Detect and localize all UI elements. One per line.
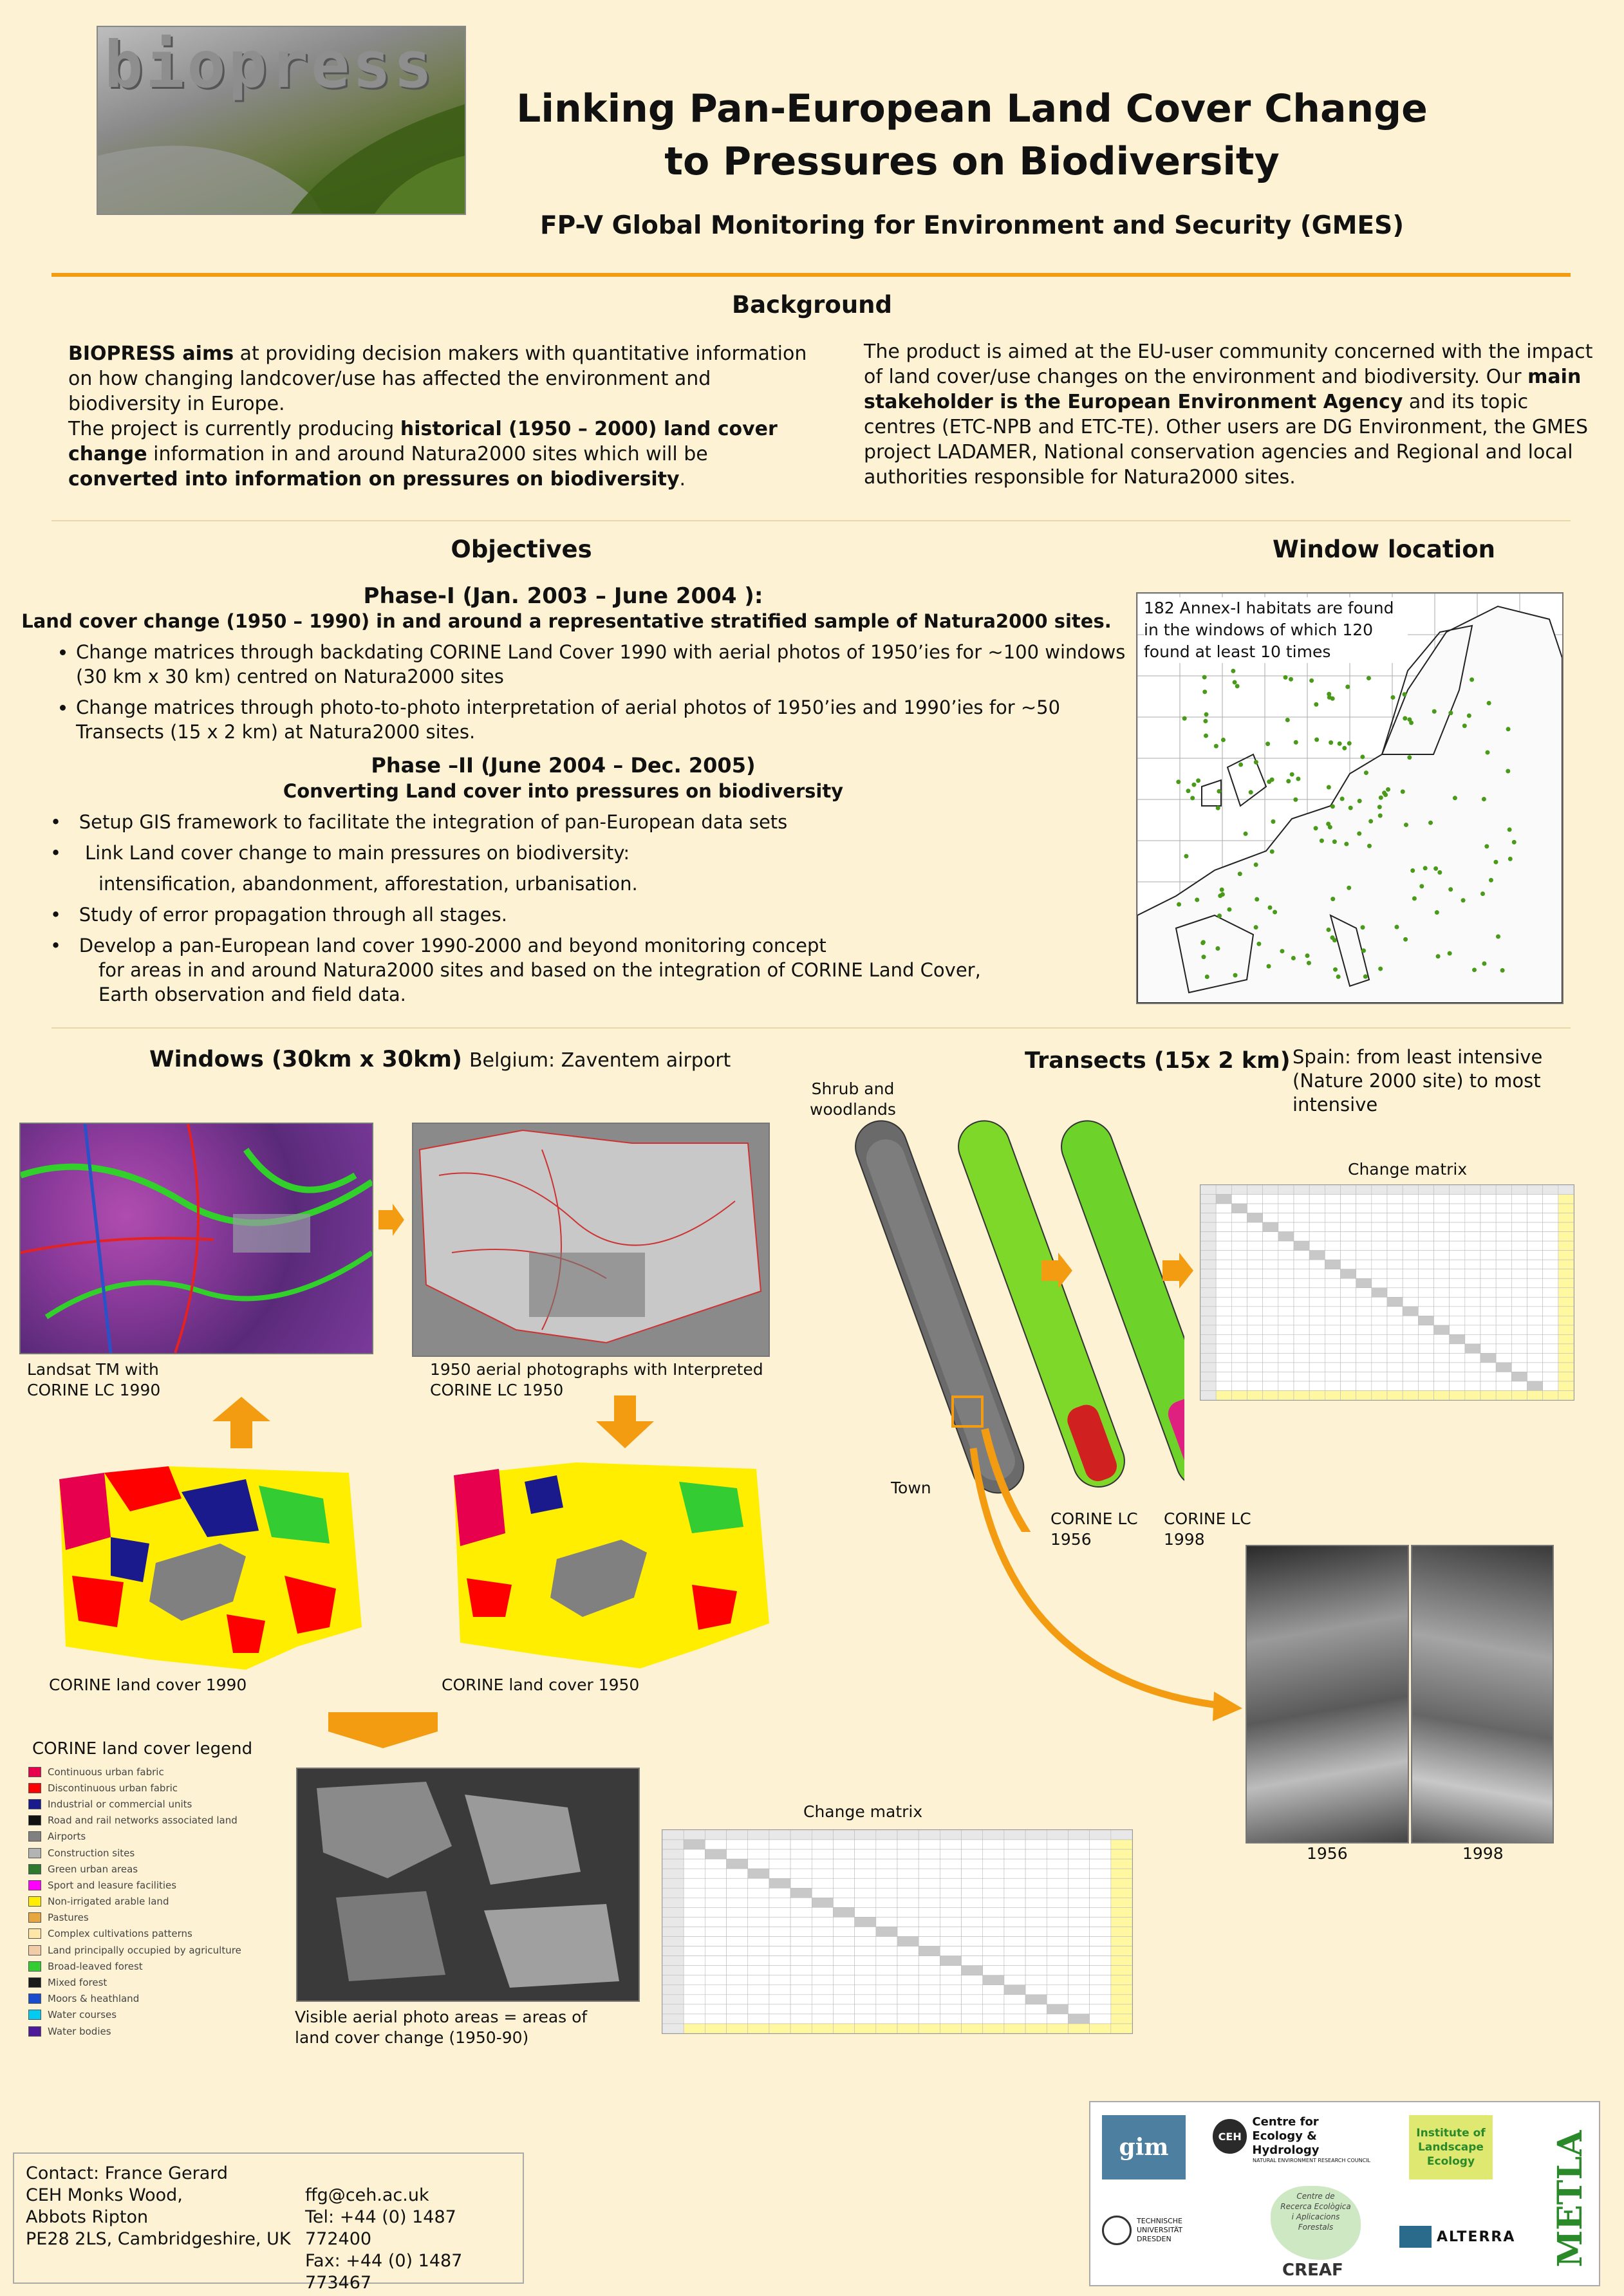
- site-dot: [1403, 716, 1407, 720]
- phase2-item: Study of error propagation through all stages.: [79, 904, 507, 926]
- site-dot: [1296, 777, 1300, 781]
- site-dot: [1470, 677, 1474, 682]
- site-dot: [1204, 734, 1208, 738]
- site-dot: [1367, 844, 1372, 848]
- town-label: Town: [891, 1479, 931, 1497]
- ceh-icon: CEH: [1213, 2119, 1247, 2154]
- site-dot: [1293, 798, 1298, 802]
- creaf-logo: Centre de Recerca Ecològica i Aplicacions Forestals CREAF: [1251, 2186, 1380, 2282]
- corine-1950-map: [447, 1456, 772, 1668]
- legend-label: Discontinuous urban fabric: [48, 1782, 178, 1794]
- site-dot: [1202, 675, 1207, 680]
- legend-label: Green urban areas: [48, 1863, 138, 1875]
- phase2-list: • Setup GIS framework to facilitate the integration of pan-European data sets • Link Land cover change to main pressures on biodiversity: intensification, abandonment, afforestation, urbanisation. • Study of error propagation through all stages. • Develop a pan-European land cover 1990-2000 and beyond monitoring concept for areas in and around Natura2000 sites and based on the integration of CORINE Land Cover, Earth observation and field data.: [50, 810, 1112, 1007]
- transects-note: Spain: from least intensive (Nature 2000 site) to most intensive: [1293, 1046, 1543, 1115]
- site-dot: [1410, 868, 1415, 873]
- legend-item: [28, 1764, 273, 1780]
- legend-swatch: [28, 1864, 41, 1874]
- site-dot: [1327, 695, 1332, 700]
- caption-landsat: Landsat TM with CORINE LC 1990: [27, 1360, 161, 1399]
- alterra-logo: ALTERRA: [1399, 2226, 1515, 2248]
- site-dot: [1202, 689, 1207, 694]
- background-right-text: The product is aimed at the EU-user community concerned with the impact of land cover/use changes on the environment and biodiversity. Our main stakeholder is the European Environment Agency and its topic centres (ETC-NPB and ETC-TE). Other users are DG Environment, the GMES project LADAMER, National conservation agencies and Regional and local authorities responsible for Natura2000 sites.: [864, 341, 1593, 489]
- site-dot: [1349, 806, 1353, 810]
- site-dot: [1244, 832, 1248, 836]
- change-matrix-2: [1200, 1184, 1574, 1401]
- phase2-item: Link Land cover change to main pressures on biodiversity:: [84, 842, 630, 864]
- site-dot: [1403, 937, 1408, 942]
- site-dot: [1448, 951, 1452, 956]
- site-dot: [1382, 790, 1386, 795]
- phase2-indent: for areas in and around Natura2000 sites and based on the integration of CORINE Land Cover,: [98, 959, 981, 981]
- phase2-indent: Earth observation and field data.: [98, 984, 406, 1005]
- site-dot: [1506, 769, 1510, 773]
- phase1-item: • Change matrices through photo-to-photo interpretation of aerial photos of 1950’ies and 1990’ies for ~50 Transects (15 x 2 km) at Natura2000 sites.: [76, 695, 1138, 744]
- landsat-image: [19, 1123, 373, 1354]
- legend-swatch: [28, 1815, 41, 1825]
- photo-1998: [1411, 1545, 1554, 1843]
- contact-name: Contact: France Gerard: [26, 2163, 229, 2183]
- legend-item: [28, 1958, 273, 1974]
- aerial-1950-image: [412, 1123, 770, 1357]
- arrow-up-icon: [212, 1397, 270, 1448]
- site-dot: [1254, 863, 1258, 867]
- site-dot: [1489, 878, 1493, 882]
- site-dot: [1196, 778, 1200, 783]
- legend-label: Industrial or commercial units: [48, 1798, 192, 1810]
- site-dot: [1231, 669, 1235, 673]
- site-dot: [1432, 709, 1437, 714]
- site-dot: [1195, 897, 1199, 902]
- site-dot: [1238, 872, 1242, 876]
- arrow-right-icon: [378, 1204, 404, 1236]
- site-dot: [1357, 832, 1361, 836]
- legend-label: Sport and leasure facilities: [48, 1879, 177, 1891]
- legend-label: Land principally occupied by agriculture: [48, 1944, 241, 1956]
- transects-heading: Transects (15x 2 km): [1025, 1048, 1291, 1074]
- phase1-subtitle: Land cover change (1950 – 1990) in and around a representative stratified sample of Natura2000 sites.: [21, 610, 1112, 632]
- site-dot: [1271, 819, 1275, 824]
- legend-item: [28, 1926, 273, 1942]
- legend-item: [28, 1861, 273, 1877]
- logo-biopress: [97, 26, 466, 215]
- background-left-text: BIOPRESS aims at providing decision makers with quantitative information on how changing landcover/use has affected the environment and biodiversity in Europe. The project is currently producing historical (1950 – 2000) land cover change information in and around Natura2000 sites which will be converted into information on pressures on biodiversity.: [68, 342, 807, 490]
- legend-swatch: [28, 1961, 41, 1972]
- site-dot: [1309, 678, 1314, 683]
- site-dot: [1404, 823, 1408, 827]
- year-1956: 1956: [1307, 1844, 1348, 1863]
- site-dot: [1493, 860, 1498, 864]
- metla-logo: METLA: [1550, 2130, 1590, 2268]
- site-dot: [1407, 755, 1412, 760]
- legend-item: [28, 1894, 273, 1910]
- site-dot: [1294, 740, 1298, 745]
- legend: [28, 1739, 273, 2039]
- site-dot: [1255, 897, 1259, 902]
- biopress-aims: BIOPRESS aims: [68, 342, 234, 365]
- site-dot: [1273, 910, 1277, 915]
- site-dot: [1270, 849, 1274, 854]
- site-dot: [1326, 928, 1330, 932]
- legend-item: [28, 1974, 273, 1990]
- site-dot: [1361, 948, 1366, 953]
- arrow-right-icon: [1162, 1253, 1193, 1289]
- map-note: 182 Annex-I habitats are found in the windows of which 120 found at least 10 times: [1144, 597, 1408, 663]
- year-1998: 1998: [1462, 1844, 1504, 1863]
- legend-label: Construction sites: [48, 1847, 135, 1859]
- legend-item: [28, 1780, 273, 1796]
- legend-swatch: [28, 1880, 41, 1890]
- site-dot: [1336, 975, 1341, 979]
- phase2-title: Phase –II (June 2004 – Dec. 2005): [371, 753, 756, 778]
- clc1956-label: CORINE LC 1956: [1050, 1509, 1138, 1549]
- site-dot: [1307, 961, 1311, 966]
- site-dot: [1333, 967, 1338, 972]
- site-dot: [1435, 910, 1439, 915]
- ile-logo: Institute of Landscape Ecology: [1409, 2115, 1493, 2179]
- site-dot: [1182, 716, 1187, 721]
- site-dot: [1368, 819, 1373, 823]
- site-dot: [1506, 727, 1511, 731]
- site-dot: [1340, 797, 1345, 801]
- site-dot: [1289, 677, 1293, 682]
- site-dot: [1286, 779, 1291, 783]
- site-dot: [1220, 892, 1225, 897]
- site-dot: [1221, 738, 1226, 742]
- legend-label: Airports: [48, 1831, 86, 1843]
- legend-swatch: [28, 1831, 41, 1842]
- ceh-logo: CEH Centre for Ecology & Hydrology NATURAL ENVIRONMENT RESEARCH COUNCIL: [1213, 2115, 1386, 2163]
- site-dot: [1330, 897, 1335, 901]
- caption-aerial: 1950 aerial photographs with Interpreted CORINE LC 1950: [430, 1360, 763, 1399]
- legend-item: [28, 1829, 273, 1845]
- contact-box: Contact: France Gerard CEH Monks Wood, Abbots Ripton PE28 2LS, Cambridgeshire, UK ffg@ceh.ac.uk Tel: +44 (0) 1487 772400 Fax: +44 (0) 1487 773467: [13, 2152, 524, 2284]
- site-dot: [1214, 744, 1218, 749]
- site-dot: [1342, 746, 1347, 751]
- site-dot: [1461, 898, 1466, 902]
- caption-corine-1950: CORINE land cover 1950: [442, 1675, 640, 1694]
- arrow-down-icon: [328, 1712, 438, 1748]
- site-dot: [1327, 785, 1331, 790]
- site-dot: [1176, 779, 1181, 784]
- site-dot: [1190, 796, 1195, 800]
- site-dot: [1326, 821, 1330, 826]
- site-dot: [1436, 954, 1441, 958]
- legend-swatch: [28, 1928, 41, 1939]
- background-heading: Background: [731, 291, 893, 319]
- europe-map: [1136, 592, 1563, 1004]
- site-dot: [1472, 967, 1477, 972]
- site-dot: [1202, 955, 1206, 959]
- phase1-title: Phase-I (Jan. 2003 – June 2004 ):: [363, 583, 763, 609]
- site-dot: [1462, 723, 1467, 728]
- legend-item: [28, 1813, 273, 1829]
- photo-1956: [1246, 1545, 1409, 1843]
- site-dot: [1290, 772, 1294, 777]
- site-dot: [1428, 821, 1433, 825]
- landsat-overlay: [21, 1124, 372, 1353]
- site-dot: [1507, 827, 1512, 832]
- site-dot: [1216, 806, 1220, 810]
- site-dot: [1270, 778, 1274, 782]
- site-dot: [1291, 956, 1296, 960]
- legend-title: CORINE land cover legend: [32, 1739, 253, 1759]
- corine-1990-drawing: [53, 1460, 368, 1670]
- legend-item: [28, 1877, 273, 1893]
- site-dot: [1235, 684, 1240, 689]
- site-dot: [1203, 719, 1208, 723]
- site-dot: [1409, 720, 1414, 725]
- corine-1950-drawing: [447, 1456, 772, 1668]
- site-dot: [1379, 796, 1383, 800]
- site-dot: [1512, 840, 1517, 845]
- logo-text: biopress: [104, 27, 435, 102]
- legend-swatch: [28, 1896, 41, 1907]
- site-dot: [1314, 702, 1318, 707]
- site-dot: [1482, 962, 1486, 966]
- site-dot: [1500, 968, 1505, 973]
- phase2-subtitle: Converting Land cover into pressures on biodiversity: [283, 780, 844, 802]
- site-dot: [1184, 854, 1188, 859]
- site-dot: [1338, 742, 1342, 746]
- site-dot: [1345, 684, 1350, 689]
- site-dot: [1314, 738, 1319, 742]
- site-dot: [1377, 805, 1382, 809]
- site-dot: [1453, 796, 1457, 800]
- visible-aerial-image: [296, 1768, 640, 2002]
- legend-label: Complex cultivations patterns: [48, 1928, 192, 1940]
- legend-label: Water bodies: [48, 2025, 111, 2037]
- legend-label: Continuous urban fabric: [48, 1766, 164, 1778]
- site-dot: [1233, 680, 1237, 684]
- caption-corine-1990: CORINE land cover 1990: [49, 1675, 247, 1694]
- contact-fax: Fax: +44 (0) 1487 773467: [305, 2251, 463, 2293]
- site-dot: [1419, 884, 1424, 888]
- change-matrix-title-2: Change matrix: [1348, 1160, 1468, 1179]
- contact-email[interactable]: ffg@ceh.ac.uk: [305, 2185, 429, 2205]
- legend-list: [28, 1764, 273, 2039]
- legend-label: Broad-leaved forest: [48, 1960, 143, 1972]
- legend-item: [28, 1942, 273, 1958]
- legend-swatch: [28, 1993, 41, 2004]
- objectives-heading: Objectives: [451, 536, 592, 563]
- site-dot: [1390, 695, 1395, 700]
- site-dot: [1204, 712, 1209, 716]
- site-dot: [1280, 949, 1284, 953]
- site-dot: [1238, 762, 1243, 767]
- legend-swatch: [28, 1767, 41, 1777]
- site-dot: [1267, 964, 1271, 969]
- change-matrix-2-grid: [1200, 1185, 1574, 1400]
- site-dot: [1227, 907, 1231, 911]
- site-dot: [1267, 905, 1272, 910]
- legend-swatch: [28, 1848, 41, 1858]
- legend-item: [28, 1991, 273, 2007]
- legend-item: [28, 1796, 273, 1812]
- legend-swatch: [28, 1945, 41, 1955]
- valley-photo: [98, 27, 465, 214]
- site-dot: [1403, 692, 1407, 696]
- curved-arrow: [966, 1435, 1249, 1731]
- alterra-icon: [1399, 2226, 1432, 2248]
- site-dot: [1358, 799, 1362, 803]
- title-line-2: to Pressures on Biodiversity: [664, 139, 1280, 184]
- contact-tel: Tel: +44 (0) 1487 772400: [305, 2207, 456, 2249]
- phase2-indent: intensification, abandonment, afforestation, urbanisation.: [98, 873, 638, 895]
- divider-2: [51, 1027, 1571, 1029]
- site-dot: [1344, 842, 1349, 846]
- corine-1990-map: [53, 1460, 368, 1670]
- site-dot: [1186, 789, 1190, 793]
- phase1-item: • Change matrices through backdating CORINE Land Cover 1990 with aerial photos of 1950’ies for ~100 windows (30 km x 30 km) centred on Natura2000 sites: [76, 640, 1138, 689]
- legend-swatch: [28, 1799, 41, 1809]
- legend-item: [28, 1845, 273, 1861]
- site-dot: [1330, 935, 1334, 940]
- site-dot: [1233, 973, 1238, 978]
- legend-swatch: [28, 1783, 41, 1793]
- site-dot: [1401, 789, 1405, 794]
- site-dot: [1484, 844, 1489, 848]
- legend-label: Water courses: [48, 2009, 117, 2021]
- site-dot: [1423, 866, 1428, 870]
- page-title: [463, 82, 1480, 188]
- site-dot: [1220, 888, 1224, 892]
- title-line-1: Linking Pan-European Land Cover Change: [516, 86, 1428, 131]
- site-dot: [1363, 975, 1368, 979]
- legend-swatch: [28, 2010, 41, 2020]
- site-dot: [1480, 891, 1485, 896]
- legend-swatch: [28, 1912, 41, 1923]
- change-matrix-1: [662, 1829, 1133, 2034]
- site-dot: [1360, 754, 1365, 759]
- legend-label: Mixed forest: [48, 1977, 107, 1989]
- aerial-overlay: [413, 1124, 769, 1356]
- change-matrix-title-1: Change matrix: [803, 1802, 923, 1821]
- header-divider: [51, 273, 1571, 277]
- site-dot: [1378, 967, 1383, 971]
- legend-swatch: [28, 2026, 41, 2037]
- page-subtitle: FP-V Global Monitoring for Environment and Security (GMES): [539, 211, 1405, 240]
- phase1-list: [50, 640, 1138, 751]
- site-dot: [1256, 942, 1261, 946]
- site-dot: [1320, 839, 1324, 843]
- clc1998-label: CORINE LC 1998: [1164, 1509, 1251, 1549]
- site-dot: [1412, 896, 1417, 901]
- tud-logo: TECHNISCHE UNIVERSITÄT DRESDEN: [1102, 2216, 1205, 2245]
- site-dot: [1283, 675, 1288, 680]
- site-dot: [1254, 925, 1258, 929]
- site-dot: [1254, 760, 1258, 765]
- tud-icon: [1102, 2216, 1132, 2245]
- site-dot: [1285, 718, 1290, 722]
- change-matrix-1-grid: [662, 1830, 1132, 2033]
- site-dot: [1364, 770, 1368, 775]
- site-dot: [1329, 740, 1333, 745]
- site-dot: [1265, 742, 1270, 746]
- phase2-item: Setup GIS framework to facilitate the integration of pan-European data sets: [79, 811, 788, 833]
- site-dot: [1217, 913, 1222, 918]
- site-dot: [1378, 814, 1383, 818]
- site-dot: [1177, 902, 1181, 907]
- site-dot: [1467, 713, 1471, 718]
- site-dot: [1386, 787, 1390, 792]
- legend-item: [28, 2007, 273, 2023]
- window-location-heading: Window location: [1273, 536, 1495, 563]
- site-dot: [1448, 711, 1453, 715]
- site-dot: [1347, 886, 1351, 890]
- site-dot: [1394, 925, 1399, 929]
- legend-item: [28, 1910, 273, 1926]
- site-dot: [1433, 866, 1438, 871]
- site-dot: [1367, 676, 1371, 680]
- site-dot: [1508, 857, 1513, 861]
- site-dot: [1191, 783, 1196, 787]
- partner-logos: [1089, 2101, 1600, 2286]
- site-dot: [1487, 701, 1491, 705]
- legend-label: Road and rail networks associated land: [48, 1815, 238, 1827]
- site-dot: [1217, 789, 1221, 794]
- arrow-down-icon: [596, 1395, 654, 1448]
- visible-aerial-drawing: [297, 1769, 639, 2001]
- legend-swatch: [28, 1977, 41, 1988]
- legend-label: Moors & heathland: [48, 1993, 140, 2005]
- windows-heading: Windows (30km x 30km) Belgium: Zaventem airport: [149, 1047, 731, 1072]
- phase2-item: Develop a pan-European land cover 1990-2000 and beyond monitoring concept: [79, 935, 826, 957]
- site-dot: [1347, 741, 1352, 745]
- site-dot: [1314, 826, 1318, 830]
- site-dot: [1330, 804, 1335, 808]
- arrow-right-icon: [1041, 1253, 1072, 1289]
- site-dot: [1437, 870, 1442, 875]
- site-dot: [1305, 953, 1310, 958]
- shrub-label: Shrub and woodlands: [810, 1079, 896, 1119]
- site-dot: [1448, 887, 1453, 891]
- site-dot: [1361, 925, 1365, 929]
- site-dot: [1496, 934, 1500, 938]
- site-dot: [1332, 839, 1337, 844]
- site-dot: [1482, 797, 1486, 801]
- site-dot: [1249, 790, 1253, 794]
- site-dot: [1205, 975, 1209, 979]
- gim-logo: gim: [1102, 2115, 1186, 2179]
- legend-label: Non-irrigated arable land: [48, 1896, 169, 1908]
- legend-item: [28, 2023, 273, 2039]
- site-dot: [1485, 750, 1489, 754]
- legend-label: Pastures: [48, 1912, 89, 1924]
- caption-visible: Visible aerial photo areas = areas of land cover change (1950-90): [295, 2008, 588, 2047]
- divider-1: [51, 520, 1571, 521]
- site-dot: [1215, 946, 1220, 951]
- site-dot: [1200, 940, 1205, 945]
